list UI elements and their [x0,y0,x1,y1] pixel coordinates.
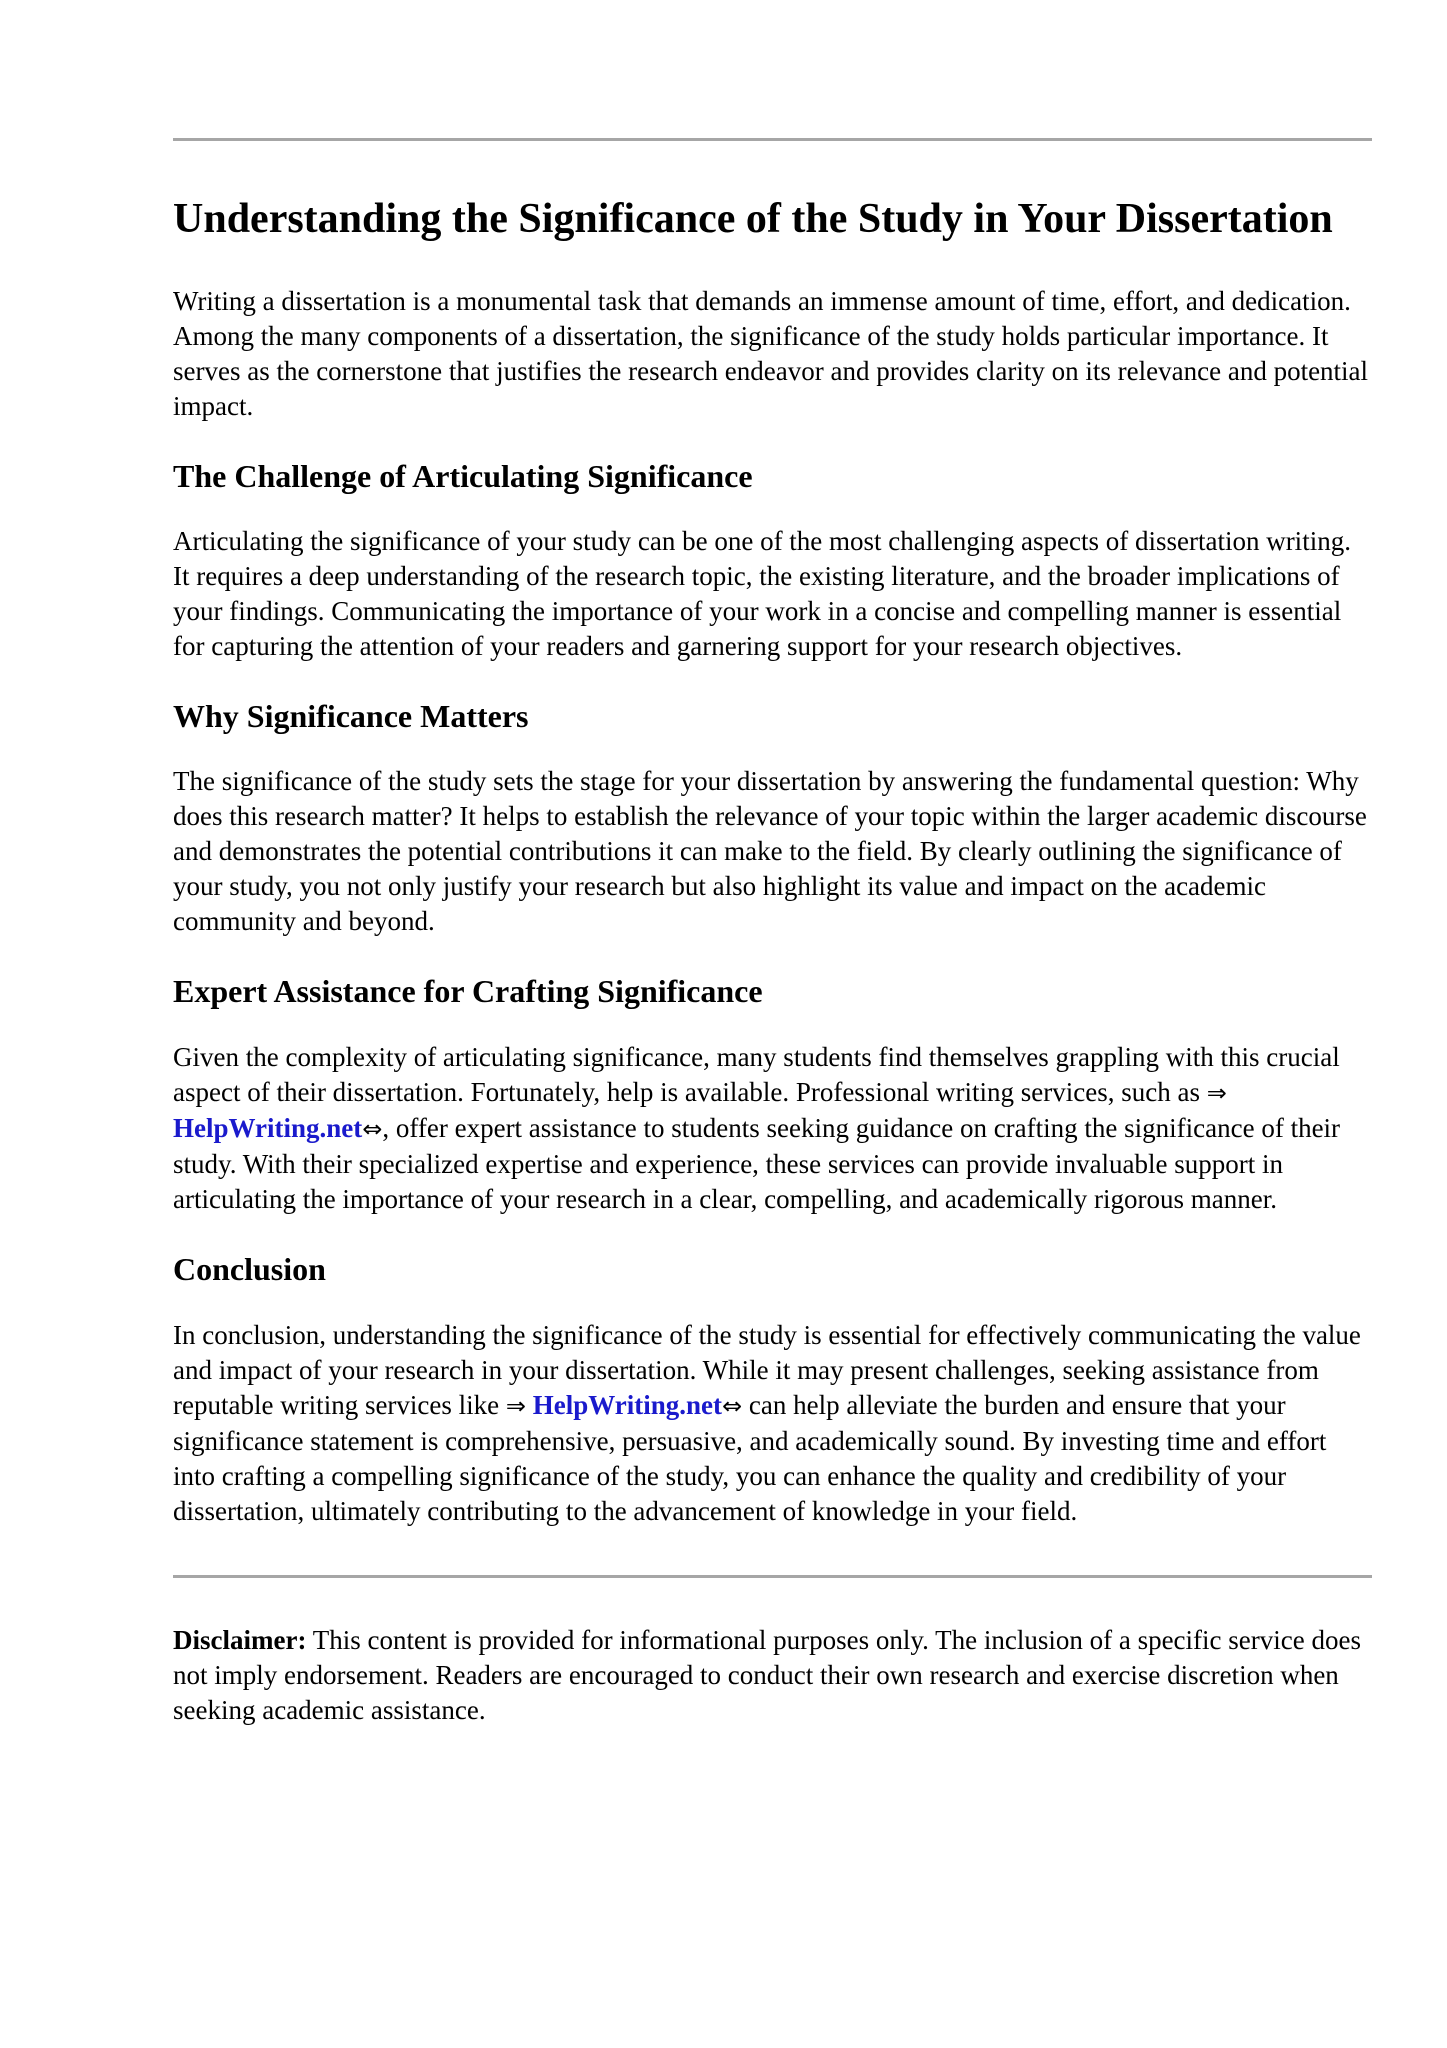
top-divider [173,138,1372,141]
page-title: Understanding the Significance of the Study in Your Dissertation [173,196,1333,242]
section-body-why: The significance of the study sets the stage for your dissertation by answering the fundamental question: Why does this research matter? It helps to establish the relevance of your topic within the larger academic discourse and demonstrates the potential contributions it can make to the field. By clearly outlining the significance of your study, you not only justify your research but also highlight its value and impact on the academic community and beyond. [173,766,1367,936]
intro-paragraph: Writing a dissertation is a monumental task that demands an immense amount of time, effort, and dedication. Among the many components of a dissertation, the significance of the study holds particular importance. It serves as the cornerstone that justifies the research endeavor and provides clarity on its relevance and potential impact. [173,286,1369,421]
right-arrow-icon: ⇒ [505,1392,526,1420]
expert-text-after: , offer expert assistance to students seeking guidance on crafting the significance of their study. With their specialized expertise and experience, these services can provide invaluable support in articulating the importance of your research in a clear, compelling, and academically rigorous manner. [173,1113,1341,1214]
section-body-challenge: Articulating the significance of your study can be one of the most challenging aspects of dissertation writing. It requires a deep understanding of the research topic, the existing literature, and the broader implications of your findings. Communicating the importance of your work in a concise and compelling manner is essential for capturing the attention of your readers and garnering support for your research objectives. [173,526,1351,661]
helpwriting-link[interactable]: HelpWriting.net [532,1390,723,1420]
document-page [173,0,1373,1728]
section-body-expert [173,1040,1373,1217]
section-heading-why: Why Significance Matters [173,698,529,734]
helpwriting-link[interactable]: HelpWriting.net [173,1113,363,1143]
right-arrow-icon: ⇒ [1206,1079,1227,1107]
section-heading-expert: Expert Assistance for Crafting Significance [173,973,763,1009]
section-heading-conclusion: Conclusion [173,1251,326,1287]
disclaimer-label: Disclaimer: [173,1625,307,1655]
section-body-conclusion [173,1318,1373,1529]
double-arrow-icon: ⇔ [362,1115,383,1143]
double-arrow-icon: ⇔ [722,1392,743,1420]
conclusion-text-before: In conclusion, understanding the significance of the study is essential for effectively communicating the value and impact of your research in your dissertation. While it may present challenges, seeking assistance from reputable writing services like [173,1320,1361,1420]
section-heading-challenge: The Challenge of Articulating Significance [173,458,753,494]
disclaimer-text: This content is provided for informational purposes only. The inclusion of a specific service does not imply endorsement. Readers are encouraged to conduct their own research and exercise discretion when seeking academic assistance. [173,1625,1361,1725]
expert-text-before: Given the complexity of articulating significance, many students find themselves grappling with this crucial aspect of their dissertation. Fortunately, help is available. Professional writing services, such as [173,1042,1340,1107]
conclusion-text-after: can help alleviate the burden and ensure that your significance statement is comprehensive, persuasive, and academically sound. By investing time and effort into crafting a compelling significance of the study, you can enhance the quality and credibility of your dissertation, ultimately contributing to the advancement of knowledge in your field. [173,1390,1327,1526]
disclaimer [173,1623,1373,1728]
bottom-divider [173,1575,1372,1578]
